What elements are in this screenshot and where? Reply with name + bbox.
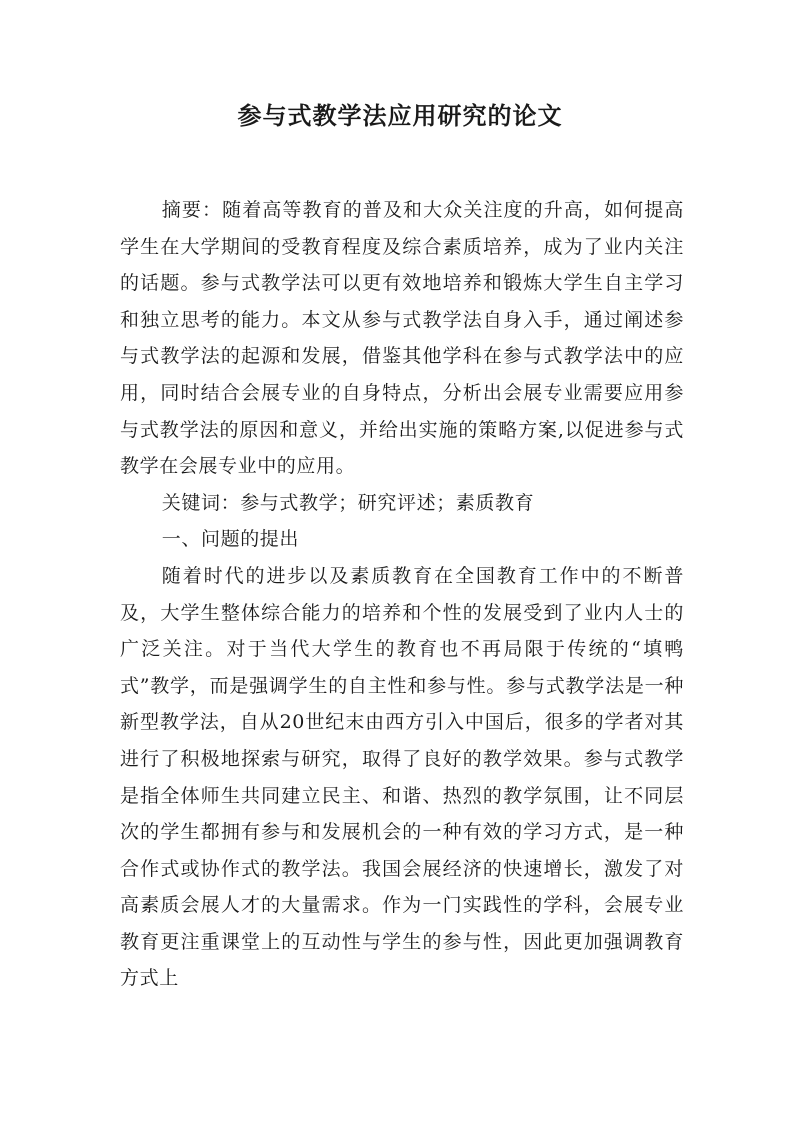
document-body: [120, 192, 684, 997]
section-body-paragraph: 随着时代的进步以及素质教育在全国教育工作中的不断普及，大学生整体综合能力的培养和个性的发展受到了业内人士的广泛关注。对于当代大学生的教育也不再局限于传统的“填鸭式”教学，而是强调学生的自主性和参与性。参与式教学法是一种新型教学法，自从20世纪末由西方引入中国后，很多的学者对其进行了积极地探索与研究，取得了良好的教学效果。参与式教学是指全体师生共同建立民主、和谐、热烈的教学氛围，让不同层次的学生都拥有参与和发展机会的一种有效的学习方式，是一种合作式或协作式的教学法。我国会展经济的快速增长，激发了对高素质会展人才的大量需求。作为一门实践性的学科，会展专业教育更注重课堂上的互动性与学生的参与性，因此更加强调教育方式上: [120, 564, 684, 990]
section-heading: 一、问题的提出: [161, 528, 299, 551]
abstract-paragraph: 摘要：随着高等教育的普及和大众关注度的升高，如何提高学生在大学期间的受教育程度及综合素质培养，成为了业内关注的话题。参与式教学法可以更有效地培养和锻炼大学生自主学习和独立思考的能力。本文从参与式教学法自身入手，通过阐述参与式教学法的起源和发展，借鉴其他学科在参与式教学法中的应用，同时结合会展专业的自身特点，分析出会展专业需要应用参与式教学法的原因和意义，并给出实施的策略方案,以促进参与式教学在会展专业中的应用。: [120, 199, 684, 478]
document-title: 参与式教学法应用研究的论文: [237, 101, 563, 130]
keywords-paragraph: 关键词：参与式教学；研究评述；素质教育: [161, 491, 535, 514]
